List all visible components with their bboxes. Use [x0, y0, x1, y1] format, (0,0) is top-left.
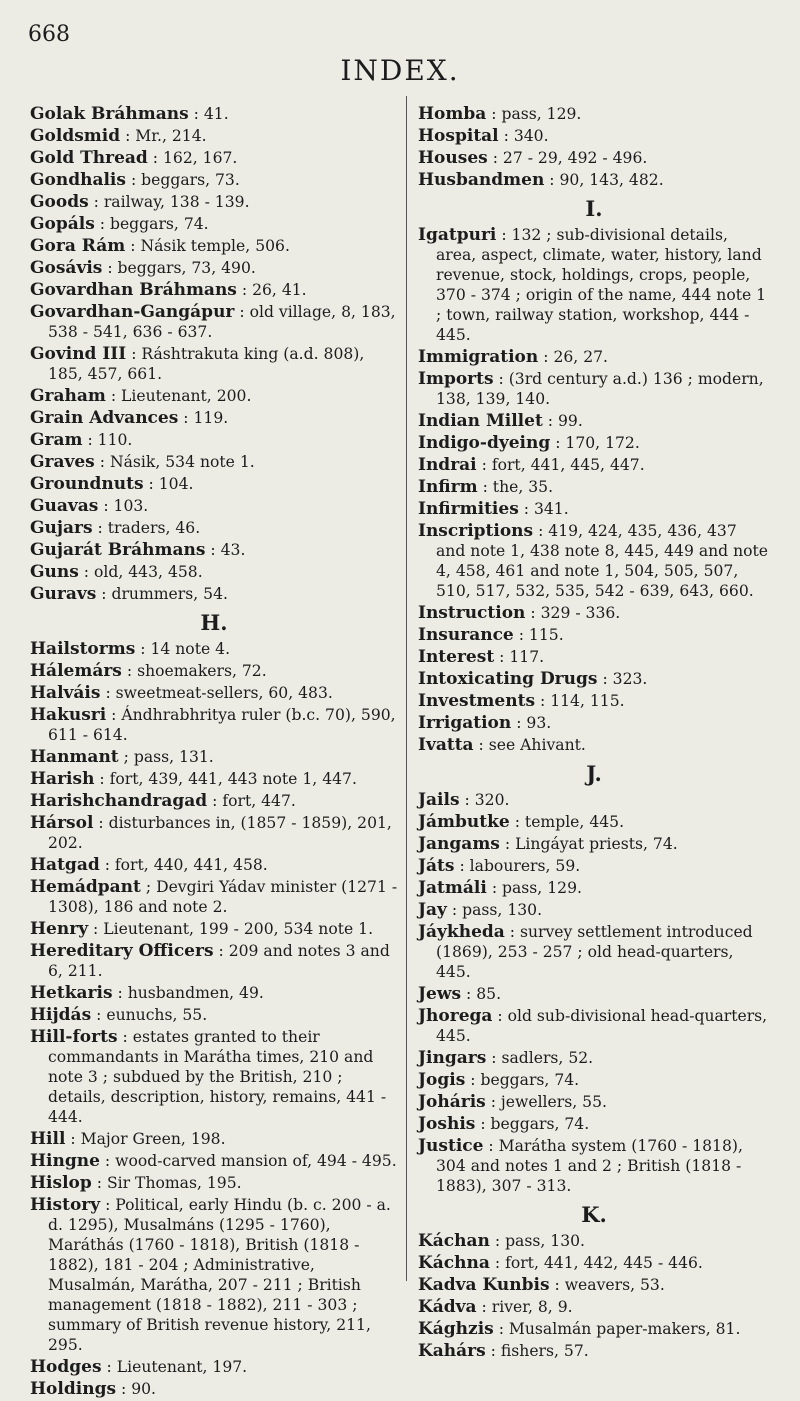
- entry-text: : fort, 440, 441, 458.: [104, 856, 268, 874]
- entry-text: : 320.: [464, 791, 510, 809]
- index-entry: [30, 280, 398, 300]
- entry-text: : 26, 41.: [241, 281, 307, 299]
- entry-heading: Kághzis: [418, 1319, 494, 1339]
- section-letter: K.: [581, 1202, 607, 1227]
- index-entry: [30, 983, 398, 1003]
- entry-heading: Homba: [418, 104, 487, 124]
- index-entry: [30, 919, 398, 939]
- index-entry: [418, 691, 770, 711]
- entry-heading: Indrai: [418, 455, 477, 475]
- index-entry: [418, 856, 770, 876]
- index-entry: [418, 1231, 770, 1251]
- entry-heading: Holdings: [30, 1379, 117, 1399]
- index-entry: [30, 474, 398, 494]
- entry-text: : beggars, 73.: [130, 171, 240, 189]
- section-letter: I.: [585, 196, 603, 221]
- entry-heading: Hingne: [30, 1151, 100, 1171]
- entry-text: : 90, 143, 482.: [549, 171, 664, 189]
- index-entry: [418, 669, 770, 689]
- entry-text: : Lingáyat priests, 74.: [504, 835, 678, 853]
- entry-heading: Goods: [30, 192, 89, 212]
- index-entry: [418, 455, 770, 475]
- entry-heading: Hakusri: [30, 705, 107, 725]
- entry-heading: Govind III: [30, 344, 127, 364]
- entry-heading: Kadva Kunbis: [418, 1275, 550, 1295]
- index-entry: [30, 562, 398, 582]
- index-entry: [418, 603, 770, 623]
- index-entry: [30, 747, 398, 767]
- index-entry: [418, 790, 770, 810]
- entry-text: : Political, early Hindu (b. c. 200 - a. d. 1295), Musalmáns (1295 - 1760), Maráthás (1760 - 1818), British (1818 - 1882), 181 - 204 ; Administrative, Musalmán, Marátha, 207 - 211 ; British management (1818 - 1882), 211 - 303 ; summary of British revenue history, 211, 295.: [48, 1196, 391, 1354]
- index-entry: [30, 408, 398, 428]
- entry-heading: Jatmáli: [418, 878, 487, 898]
- entry-heading: Gujars: [30, 518, 93, 538]
- entry-heading: Inscriptions: [418, 521, 534, 541]
- index-entry: [30, 855, 398, 875]
- entry-heading: Kahárs: [418, 1341, 486, 1361]
- index-entry: [418, 834, 770, 854]
- entry-heading: Hálemárs: [30, 661, 122, 681]
- entry-heading: Hill: [30, 1129, 66, 1149]
- entry-heading: Insurance: [418, 625, 514, 645]
- entry-heading: Igatpuri: [418, 225, 497, 245]
- entry-heading: Hodges: [30, 1357, 102, 1377]
- entry-text: : sweetmeat-sellers, 60, 483.: [105, 684, 333, 702]
- index-entry: [418, 922, 770, 982]
- index-entry: [418, 104, 770, 124]
- entry-text: : 104.: [148, 475, 194, 493]
- entry-text: : jewellers, 55.: [490, 1093, 607, 1111]
- index-entry: [418, 1253, 770, 1273]
- entry-text: : Lieutenant, 200.: [110, 387, 252, 405]
- entry-heading: Jáykheda: [418, 922, 505, 942]
- index-entry: [30, 104, 398, 124]
- index-entry: [30, 813, 398, 853]
- index-column-right: [418, 104, 770, 1363]
- entry-heading: Joshis: [418, 1114, 476, 1134]
- entry-text: : Marátha system (1760 - 1818), 304 and notes 1 and 2 ; British (1818 - 1883), 307 - 313.: [436, 1137, 743, 1195]
- entry-heading: Gora Rám: [30, 236, 126, 256]
- entry-heading: Hill-forts: [30, 1027, 118, 1047]
- entry-text: : 85.: [466, 985, 502, 1003]
- index-entry: [30, 386, 398, 406]
- entry-heading: Halváis: [30, 683, 101, 703]
- index-entry: [30, 941, 398, 981]
- entry-text: : 103.: [103, 497, 149, 515]
- index-entry: [30, 1357, 398, 1377]
- entry-heading: Guns: [30, 562, 79, 582]
- entry-text: : Major Green, 198.: [70, 1130, 226, 1148]
- entry-text: : river, 8, 9.: [481, 1298, 573, 1316]
- entry-text: ; Devgiri Yádav minister (1271 - 1308), 186 and note 2.: [48, 878, 398, 916]
- index-entry: [418, 1006, 770, 1046]
- index-entry: [30, 302, 398, 342]
- index-entry: [30, 258, 398, 278]
- index-entry: [30, 1129, 398, 1149]
- entry-heading: Joháris: [418, 1092, 486, 1112]
- index-entry: [418, 1341, 770, 1361]
- entry-heading: Grain Advances: [30, 408, 179, 428]
- entry-heading: Harish: [30, 769, 95, 789]
- index-entry: [418, 812, 770, 832]
- entry-text: : fishers, 57.: [490, 1342, 589, 1360]
- entry-text: : drummers, 54.: [101, 585, 228, 603]
- entry-heading: Infirm: [418, 477, 478, 497]
- entry-heading: Hetkaris: [30, 983, 113, 1003]
- index-entry: [30, 769, 398, 789]
- entry-text: : pass, 129.: [491, 879, 582, 897]
- index-entry: [418, 900, 770, 920]
- entry-text: : husbandmen, 49.: [117, 984, 264, 1002]
- entry-heading: Ivatta: [418, 735, 474, 755]
- entry-text: : beggars, 74.: [470, 1071, 580, 1089]
- entry-heading: Gondhalis: [30, 170, 126, 190]
- entry-text: : 110.: [87, 431, 133, 449]
- entry-heading: Kádva: [418, 1297, 477, 1317]
- entry-heading: Investments: [418, 691, 536, 711]
- index-entry: [418, 411, 770, 431]
- index-column-left: [30, 104, 398, 1401]
- entry-text: : beggars, 74.: [99, 215, 209, 233]
- entry-heading: Instruction: [418, 603, 526, 623]
- entry-text: : fort, 441, 445, 447.: [481, 456, 645, 474]
- entry-heading: Immigration: [418, 347, 539, 367]
- index-entry: [418, 170, 770, 190]
- entry-text: : 170, 172.: [555, 434, 640, 452]
- index-entry: [30, 661, 398, 681]
- entry-text: : 41.: [193, 105, 229, 123]
- index-entry: [418, 984, 770, 1004]
- entry-heading: Hársol: [30, 813, 94, 833]
- index-entry: [418, 369, 770, 409]
- index-entry: [30, 126, 398, 146]
- page-title: INDEX.: [340, 54, 460, 87]
- entry-text: : fort, 447.: [212, 792, 296, 810]
- entry-text: : fort, 441, 442, 445 - 446.: [494, 1254, 703, 1272]
- index-entry: [30, 518, 398, 538]
- entry-text: : old, 443, 458.: [83, 563, 203, 581]
- entry-text: : 162, 167.: [152, 149, 238, 167]
- entry-heading: Houses: [418, 148, 488, 168]
- entry-heading: Hanmant: [30, 747, 119, 767]
- index-entry: [418, 1275, 770, 1295]
- entry-text: : labourers, 59.: [459, 857, 581, 875]
- entry-text: : Sir Thomas, 195.: [96, 1174, 242, 1192]
- entry-text: : beggars, 73, 490.: [107, 259, 256, 277]
- index-entry: [30, 540, 398, 560]
- entry-text: : 329 - 336.: [530, 604, 621, 622]
- entry-heading: Guravs: [30, 584, 97, 604]
- index-entry: [30, 192, 398, 212]
- entry-text: : 119.: [183, 409, 229, 427]
- entry-text: : Ándhrabhritya ruler (b.c. 70), 590, 611 - 614.: [48, 706, 396, 744]
- entry-text: : Mr., 214.: [125, 127, 207, 145]
- entry-text: : eunuchs, 55.: [96, 1006, 208, 1024]
- entry-heading: Gosávis: [30, 258, 103, 278]
- entry-heading: Indigo-dyeing: [418, 433, 551, 453]
- index-entry: [30, 683, 398, 703]
- entry-text: : 117.: [499, 648, 545, 666]
- entry-text: : 419, 424, 435, 436, 437 and note 1, 438 note 8, 445, 449 and note 4, 458, 461 and note 1, 504, 505, 507, 510, 517, 532, 535, 542 - 639, 643, 660.: [436, 522, 769, 600]
- index-entry: [418, 878, 770, 898]
- index-entry: [418, 347, 770, 367]
- entry-text: : sadlers, 52.: [491, 1049, 594, 1067]
- entry-heading: Govardhan Bráhmans: [30, 280, 237, 300]
- entry-text: : see Ahivant.: [478, 736, 586, 754]
- section-letter: J.: [586, 761, 602, 786]
- entry-heading: Hijdás: [30, 1005, 92, 1025]
- entry-text: : pass, 129.: [491, 105, 582, 123]
- index-entry: [418, 1136, 770, 1196]
- entry-text: : 323.: [602, 670, 648, 688]
- entry-heading: Husbandmen: [418, 170, 545, 190]
- entry-text: : weavers, 53.: [554, 1276, 665, 1294]
- entry-text: ; pass, 131.: [123, 748, 214, 766]
- index-entry: [30, 496, 398, 516]
- entry-heading: Jámbutke: [418, 812, 510, 832]
- entry-heading: Hereditary Officers: [30, 941, 214, 961]
- index-entry: [418, 713, 770, 733]
- entry-heading: Jogis: [418, 1070, 466, 1090]
- index-entry: [418, 477, 770, 497]
- entry-text: : Lieutenant, 199 - 200, 534 note 1.: [93, 920, 374, 938]
- entry-text: : 209 and notes 3 and 6, 211.: [48, 942, 390, 980]
- index-entry: [30, 148, 398, 168]
- index-entry: [418, 499, 770, 519]
- entry-heading: Gram: [30, 430, 83, 450]
- index-entry: [30, 1027, 398, 1127]
- entry-heading: Henry: [30, 919, 89, 939]
- index-entry: [30, 1379, 398, 1399]
- entry-heading: Golak Bráhmans: [30, 104, 189, 124]
- index-entry: [418, 1297, 770, 1317]
- entry-heading: Játs: [418, 856, 455, 876]
- entry-heading: Hatgad: [30, 855, 100, 875]
- entry-heading: Groundnuts: [30, 474, 144, 494]
- index-entry: [418, 1048, 770, 1068]
- index-entry: [30, 877, 398, 917]
- entry-text: : old village, 8, 183, 538 - 541, 636 - 637.: [48, 303, 396, 341]
- entry-heading: Guavas: [30, 496, 99, 516]
- entry-text: : 340.: [503, 127, 549, 145]
- entry-heading: Govardhan-Gangápur: [30, 302, 235, 322]
- entry-heading: Imports: [418, 369, 494, 389]
- index-entry: [418, 647, 770, 667]
- index-entry: [30, 214, 398, 234]
- entry-text: : 132 ; sub-divisional details, area, aspect, climate, water, history, land revenue, stock, holdings, crops, people, 370 - 374 ; origin of the name, 444 note 1 ; town, railway station, workshop, 444 - 445.: [436, 226, 767, 344]
- entry-text: : pass, 130.: [451, 901, 543, 919]
- index-entry: [30, 1195, 398, 1355]
- entry-heading: Káchna: [418, 1253, 490, 1273]
- entry-text: : Musalmán paper-makers, 81.: [498, 1320, 741, 1338]
- entry-text: : 99.: [547, 412, 583, 430]
- entry-text: : pass, 130.: [494, 1232, 585, 1250]
- entry-heading: Hailstorms: [30, 639, 136, 659]
- index-entry: [418, 1114, 770, 1134]
- index-entry: [30, 639, 398, 659]
- page-number: 668: [28, 22, 70, 47]
- index-entry: [418, 625, 770, 645]
- entry-text: : 27 - 29, 492 - 496.: [492, 149, 648, 167]
- index-entry: [30, 1173, 398, 1193]
- entry-text: : survey settlement introduced (1869), 253 - 257 ; old head-quarters, 445.: [436, 923, 753, 981]
- entry-text: : the, 35.: [482, 478, 554, 496]
- entry-heading: Káchan: [418, 1231, 490, 1251]
- index-entry: [418, 126, 770, 146]
- entry-text: : shoemakers, 72.: [126, 662, 267, 680]
- index-entry: [418, 148, 770, 168]
- entry-text: : old sub-divisional head-quarters, 445.: [436, 1007, 768, 1045]
- entry-text: : 114, 115.: [540, 692, 625, 710]
- entry-text: : Lieutenant, 197.: [106, 1358, 248, 1376]
- entry-heading: Jhorega: [418, 1006, 493, 1026]
- index-entry: [30, 236, 398, 256]
- entry-text: : 43.: [210, 541, 246, 559]
- index-entry: [30, 452, 398, 472]
- entry-heading: Jangams: [418, 834, 500, 854]
- index-entry: [418, 1319, 770, 1339]
- entry-heading: Gold Thread: [30, 148, 148, 168]
- entry-heading: Infirmities: [418, 499, 519, 519]
- entry-heading: Jingars: [418, 1048, 487, 1068]
- entry-heading: Gopáls: [30, 214, 95, 234]
- index-entry: [418, 433, 770, 453]
- column-divider: [406, 96, 407, 1281]
- index-entry: [30, 1151, 398, 1171]
- index-entry: [418, 521, 770, 601]
- entry-text: : traders, 46.: [97, 519, 201, 537]
- entry-text: : temple, 445.: [514, 813, 625, 831]
- entry-text: : Ráshtrakuta king (a.d. 808), 185, 457, 661.: [48, 345, 365, 383]
- index-entry: [30, 430, 398, 450]
- entry-text: : 341.: [523, 500, 569, 518]
- entry-heading: Indian Millet: [418, 411, 543, 431]
- index-entry: [30, 705, 398, 745]
- entry-heading: History: [30, 1195, 101, 1215]
- entry-heading: Irrigation: [418, 713, 512, 733]
- index-entry: [30, 791, 398, 811]
- entry-text: : wood-carved mansion of, 494 - 495.: [104, 1152, 397, 1170]
- entry-text: : disturbances in, (1857 - 1859), 201, 202.: [48, 814, 392, 852]
- entry-text: : 93.: [516, 714, 552, 732]
- entry-heading: Intoxicating Drugs: [418, 669, 598, 689]
- entry-heading: Jay: [418, 900, 447, 920]
- entry-text: : 115.: [518, 626, 564, 644]
- entry-heading: Jails: [418, 790, 460, 810]
- entry-text: : (3rd century a.d.) 136 ; modern, 138, 139, 140.: [436, 370, 764, 408]
- entry-heading: Justice: [418, 1136, 484, 1156]
- entry-text: : fort, 439, 441, 443 note 1, 447.: [99, 770, 357, 788]
- entry-heading: Harishchandragad: [30, 791, 208, 811]
- index-entry: [30, 584, 398, 604]
- entry-text: : 26, 27.: [543, 348, 609, 366]
- entry-text: : 14 note 4.: [140, 640, 231, 658]
- entry-heading: Graves: [30, 452, 95, 472]
- entry-heading: Goldsmid: [30, 126, 121, 146]
- entry-heading: Graham: [30, 386, 106, 406]
- index-entry: [30, 1005, 398, 1025]
- index-entry: [30, 170, 398, 190]
- entry-heading: Gujarát Bráhmans: [30, 540, 206, 560]
- entry-text: : Násik, 534 note 1.: [99, 453, 255, 471]
- index-entry: [418, 225, 770, 345]
- index-entry: [418, 1070, 770, 1090]
- entry-heading: Hospital: [418, 126, 499, 146]
- entry-text: : 90.: [121, 1380, 157, 1398]
- index-entry: [418, 735, 770, 755]
- entry-text: : estates granted to their commandants in Marátha times, 210 and note 3 ; subdued by the British, 210 ; details, description, history, remains, 441 - 444.: [48, 1028, 387, 1126]
- entry-text: : beggars, 74.: [480, 1115, 590, 1133]
- entry-heading: Jews: [418, 984, 462, 1004]
- index-entry: [418, 1092, 770, 1112]
- entry-heading: Hemádpant: [30, 877, 141, 897]
- entry-heading: Hislop: [30, 1173, 92, 1193]
- entry-text: : railway, 138 - 139.: [93, 193, 250, 211]
- entry-text: : Násik temple, 506.: [130, 237, 290, 255]
- index-entry: [30, 344, 398, 384]
- entry-heading: Interest: [418, 647, 495, 667]
- section-letter: H.: [200, 610, 228, 635]
